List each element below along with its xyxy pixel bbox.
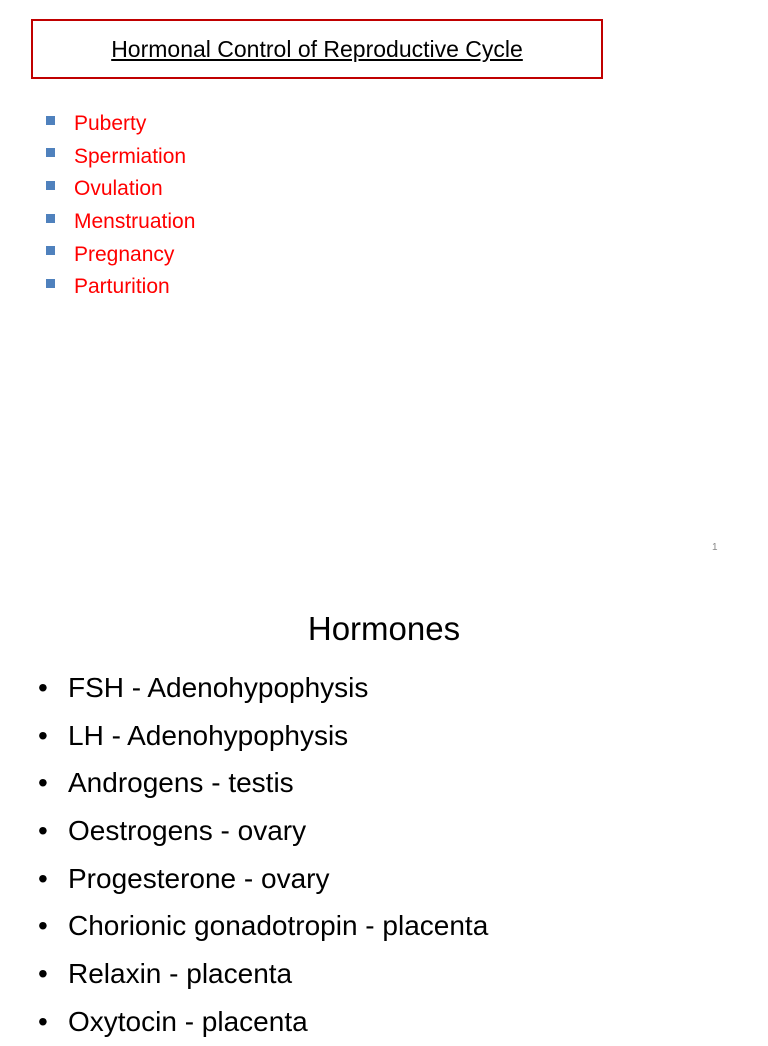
- list-item: [38, 807, 488, 855]
- slide-2: [0, 576, 768, 1037]
- list-item: [38, 902, 488, 950]
- bullet-icon: •: [38, 957, 48, 989]
- bullet-icon: •: [38, 814, 48, 846]
- list-item: [46, 271, 195, 304]
- square-bullet-icon: [46, 214, 55, 223]
- list-item-label: Relaxin - placenta: [68, 957, 293, 989]
- square-bullet-icon: [46, 116, 55, 125]
- list-item: [38, 950, 488, 998]
- list-item: [38, 664, 488, 712]
- list-item: [46, 141, 195, 174]
- square-bullet-icon: [46, 279, 55, 288]
- list-item-label: Oestrogens - ovary: [68, 814, 307, 846]
- list-item: [46, 108, 195, 141]
- square-bullet-icon: [46, 181, 55, 190]
- list-item-label: LH - Adenohypophysis: [68, 719, 349, 751]
- title-box: [31, 19, 603, 79]
- bullet-icon: •: [38, 1005, 48, 1037]
- list-item-label: Ovulation: [74, 177, 163, 201]
- slide-1-title: Hormonal Control of Reproductive Cycle: [111, 35, 523, 62]
- slide-2-title: Hormones: [307, 610, 461, 647]
- bullet-icon: •: [38, 862, 48, 894]
- list-item-label: Pregnancy: [74, 242, 175, 266]
- square-bullet-icon: [46, 148, 55, 157]
- hormone-list: [38, 664, 488, 1046]
- bullet-icon: •: [38, 767, 48, 799]
- list-item-label: Menstruation: [74, 210, 196, 234]
- list-item: [38, 759, 488, 807]
- list-item: [46, 238, 195, 271]
- list-item: [38, 855, 488, 903]
- bullet-icon: •: [38, 671, 48, 703]
- list-item: [46, 206, 195, 239]
- list-item-label: FSH - Adenohypophysis: [68, 671, 369, 703]
- page-number: 1: [712, 542, 718, 553]
- list-item-label: Puberty: [74, 112, 147, 136]
- list-item-label: Androgens - testis: [68, 767, 294, 799]
- bullet-icon: •: [38, 910, 48, 942]
- square-bullet-icon: [46, 246, 55, 255]
- list-item-label: Parturition: [74, 275, 170, 299]
- topic-list: [46, 108, 195, 304]
- list-item: [38, 712, 488, 760]
- list-item-label: Oxytocin - placenta: [68, 1005, 308, 1037]
- list-item-label: Progesterone - ovary: [68, 862, 330, 894]
- bullet-icon: •: [38, 719, 48, 751]
- list-item-label: Spermiation: [74, 144, 187, 168]
- list-item-label: Chorionic gonadotropin - placenta: [68, 910, 489, 942]
- list-item: [46, 173, 195, 206]
- list-item: [38, 998, 488, 1046]
